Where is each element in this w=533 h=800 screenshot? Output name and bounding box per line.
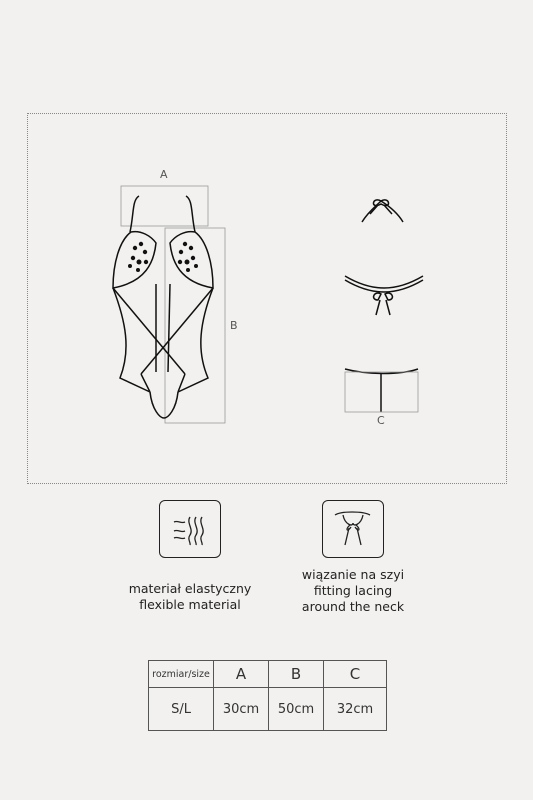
table-cell: 32cm [324,688,387,731]
bodysuit-outline-icon [113,196,213,418]
dimension-a-label: A [160,168,168,181]
table-header-row [149,661,387,688]
table-row [149,688,387,731]
neck-lacing-icon [322,500,384,558]
thong-icon [345,369,418,412]
table-cell: 50cm [269,688,324,731]
feature-2-line-3: around the neck [301,599,405,614]
table-header-cell: A [214,661,269,688]
neck-tie-icon [362,200,403,222]
feature-2-line-2: fitting lacing [313,583,393,598]
dimension-b-label: B [230,319,238,332]
table-header-cell: B [269,661,324,688]
feature-2-line-1: wiązanie na szyi [301,567,405,582]
lace-pattern-icon [128,242,198,272]
table-cell: 30cm [214,688,269,731]
table-cell: S/L [149,688,214,731]
stretch-icon [159,500,221,558]
feature-1-line-1: materiał elastyczny [128,581,252,596]
table-header-cell: rozmiar/size [149,661,214,688]
feature-1-line-2: flexible material [139,597,241,612]
feature-neck-lacing [253,567,453,615]
table-header-cell: C [324,661,387,688]
back-band-icon [345,276,423,315]
dimension-c-label: C [377,414,385,427]
size-table [148,660,387,731]
